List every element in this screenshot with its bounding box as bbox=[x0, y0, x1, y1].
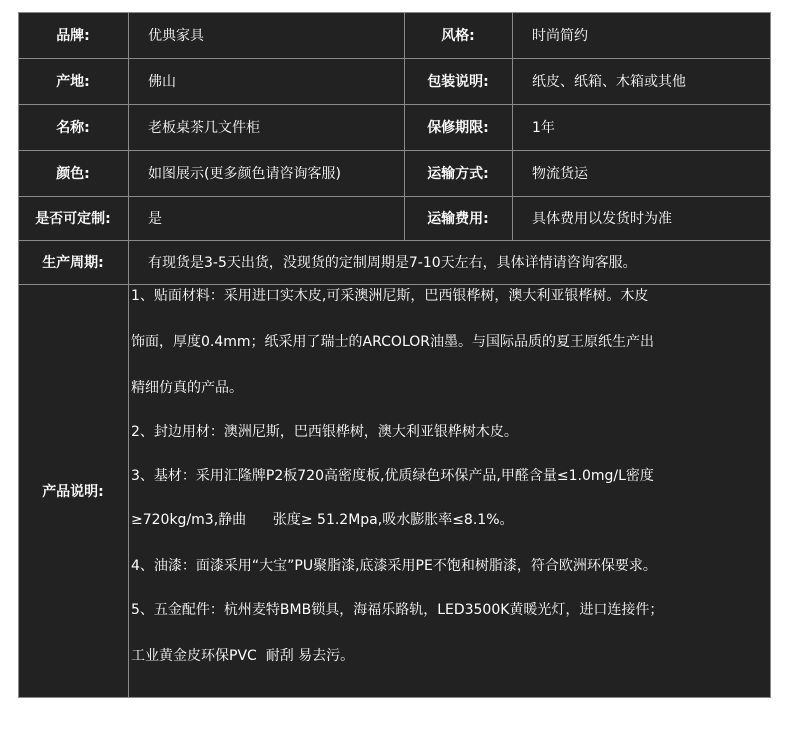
label-style: 风格: bbox=[441, 28, 475, 44]
value-origin: 佛山 bbox=[148, 74, 176, 90]
label-packaging: 包装说明: bbox=[427, 74, 489, 90]
value-style: 时尚简约 bbox=[532, 28, 588, 44]
description-line: 1、贴面材料：采用进口实木皮,可采澳洲尼斯，巴西银桦树，澳大利亚银桦树。木皮 bbox=[131, 288, 649, 304]
label-production-period: 生产周期: bbox=[42, 255, 104, 271]
value-production-period: 有现货是3-5天出货，没现货的定制周期是7-10天左右，具体详情请咨询客服。 bbox=[148, 255, 637, 271]
description-line: 4、油漆：面漆采用“大宝”PU聚脂漆,底漆采用PE不饱和树脂漆，符合欧洲环保要求。 bbox=[131, 558, 657, 574]
description-line: 5、五金配件：杭州麦特BMB锁具，海福乐路轨，LED3500K黄暖光灯，进口连接件； bbox=[131, 602, 664, 618]
label-shipping-method: 运输方式: bbox=[427, 166, 489, 182]
description-line: 3、基材：采用汇隆牌P2板720高密度板,优质绿色环保产品,甲醛含量≤1.0mg/L密度 bbox=[131, 468, 654, 484]
value-name: 老板桌茶几文件柜 bbox=[148, 120, 260, 136]
value-shipping-method: 物流货运 bbox=[532, 166, 588, 182]
grid-line bbox=[770, 12, 771, 698]
label-brand: 品牌: bbox=[56, 28, 90, 44]
value-brand: 优典家具 bbox=[148, 28, 204, 44]
label-customizable: 是否可定制: bbox=[35, 211, 111, 227]
label-shipping-cost: 运输费用: bbox=[427, 211, 489, 227]
label-color: 颜色: bbox=[56, 166, 90, 182]
description-line: 工业黄金皮环保PVC 耐刮 易去污。 bbox=[131, 648, 355, 664]
value-warranty: 1年 bbox=[532, 120, 555, 136]
value-color: 如图展示(更多颜色请咨询客服) bbox=[148, 166, 341, 182]
description-line: 精细仿真的产品。 bbox=[131, 380, 243, 396]
value-shipping-cost: 具体费用以发货时为准 bbox=[532, 211, 672, 227]
label-warranty: 保修期限: bbox=[427, 120, 489, 136]
spec-table bbox=[18, 12, 771, 698]
description-line: 饰面，厚度0.4mm；纸采用了瑞士的ARCOLOR油墨。与国际品质的夏王原纸生产出 bbox=[131, 334, 654, 350]
grid-line bbox=[18, 697, 771, 698]
grid-line bbox=[18, 284, 771, 285]
label-name: 名称: bbox=[56, 120, 90, 136]
value-customizable: 是 bbox=[148, 211, 162, 227]
label-product-description: 产品说明: bbox=[42, 483, 104, 500]
description-line: ≥720kg/m3,静曲 张度≥ 51.2Mpa,吸水膨胀率≤8.1%。 bbox=[131, 512, 514, 528]
value-packaging: 纸皮、纸箱、木箱或其他 bbox=[532, 74, 686, 90]
label-origin: 产地: bbox=[56, 74, 90, 90]
description-line: 2、封边用材：澳洲尼斯，巴西银桦树，澳大利亚银桦树木皮。 bbox=[131, 424, 518, 440]
